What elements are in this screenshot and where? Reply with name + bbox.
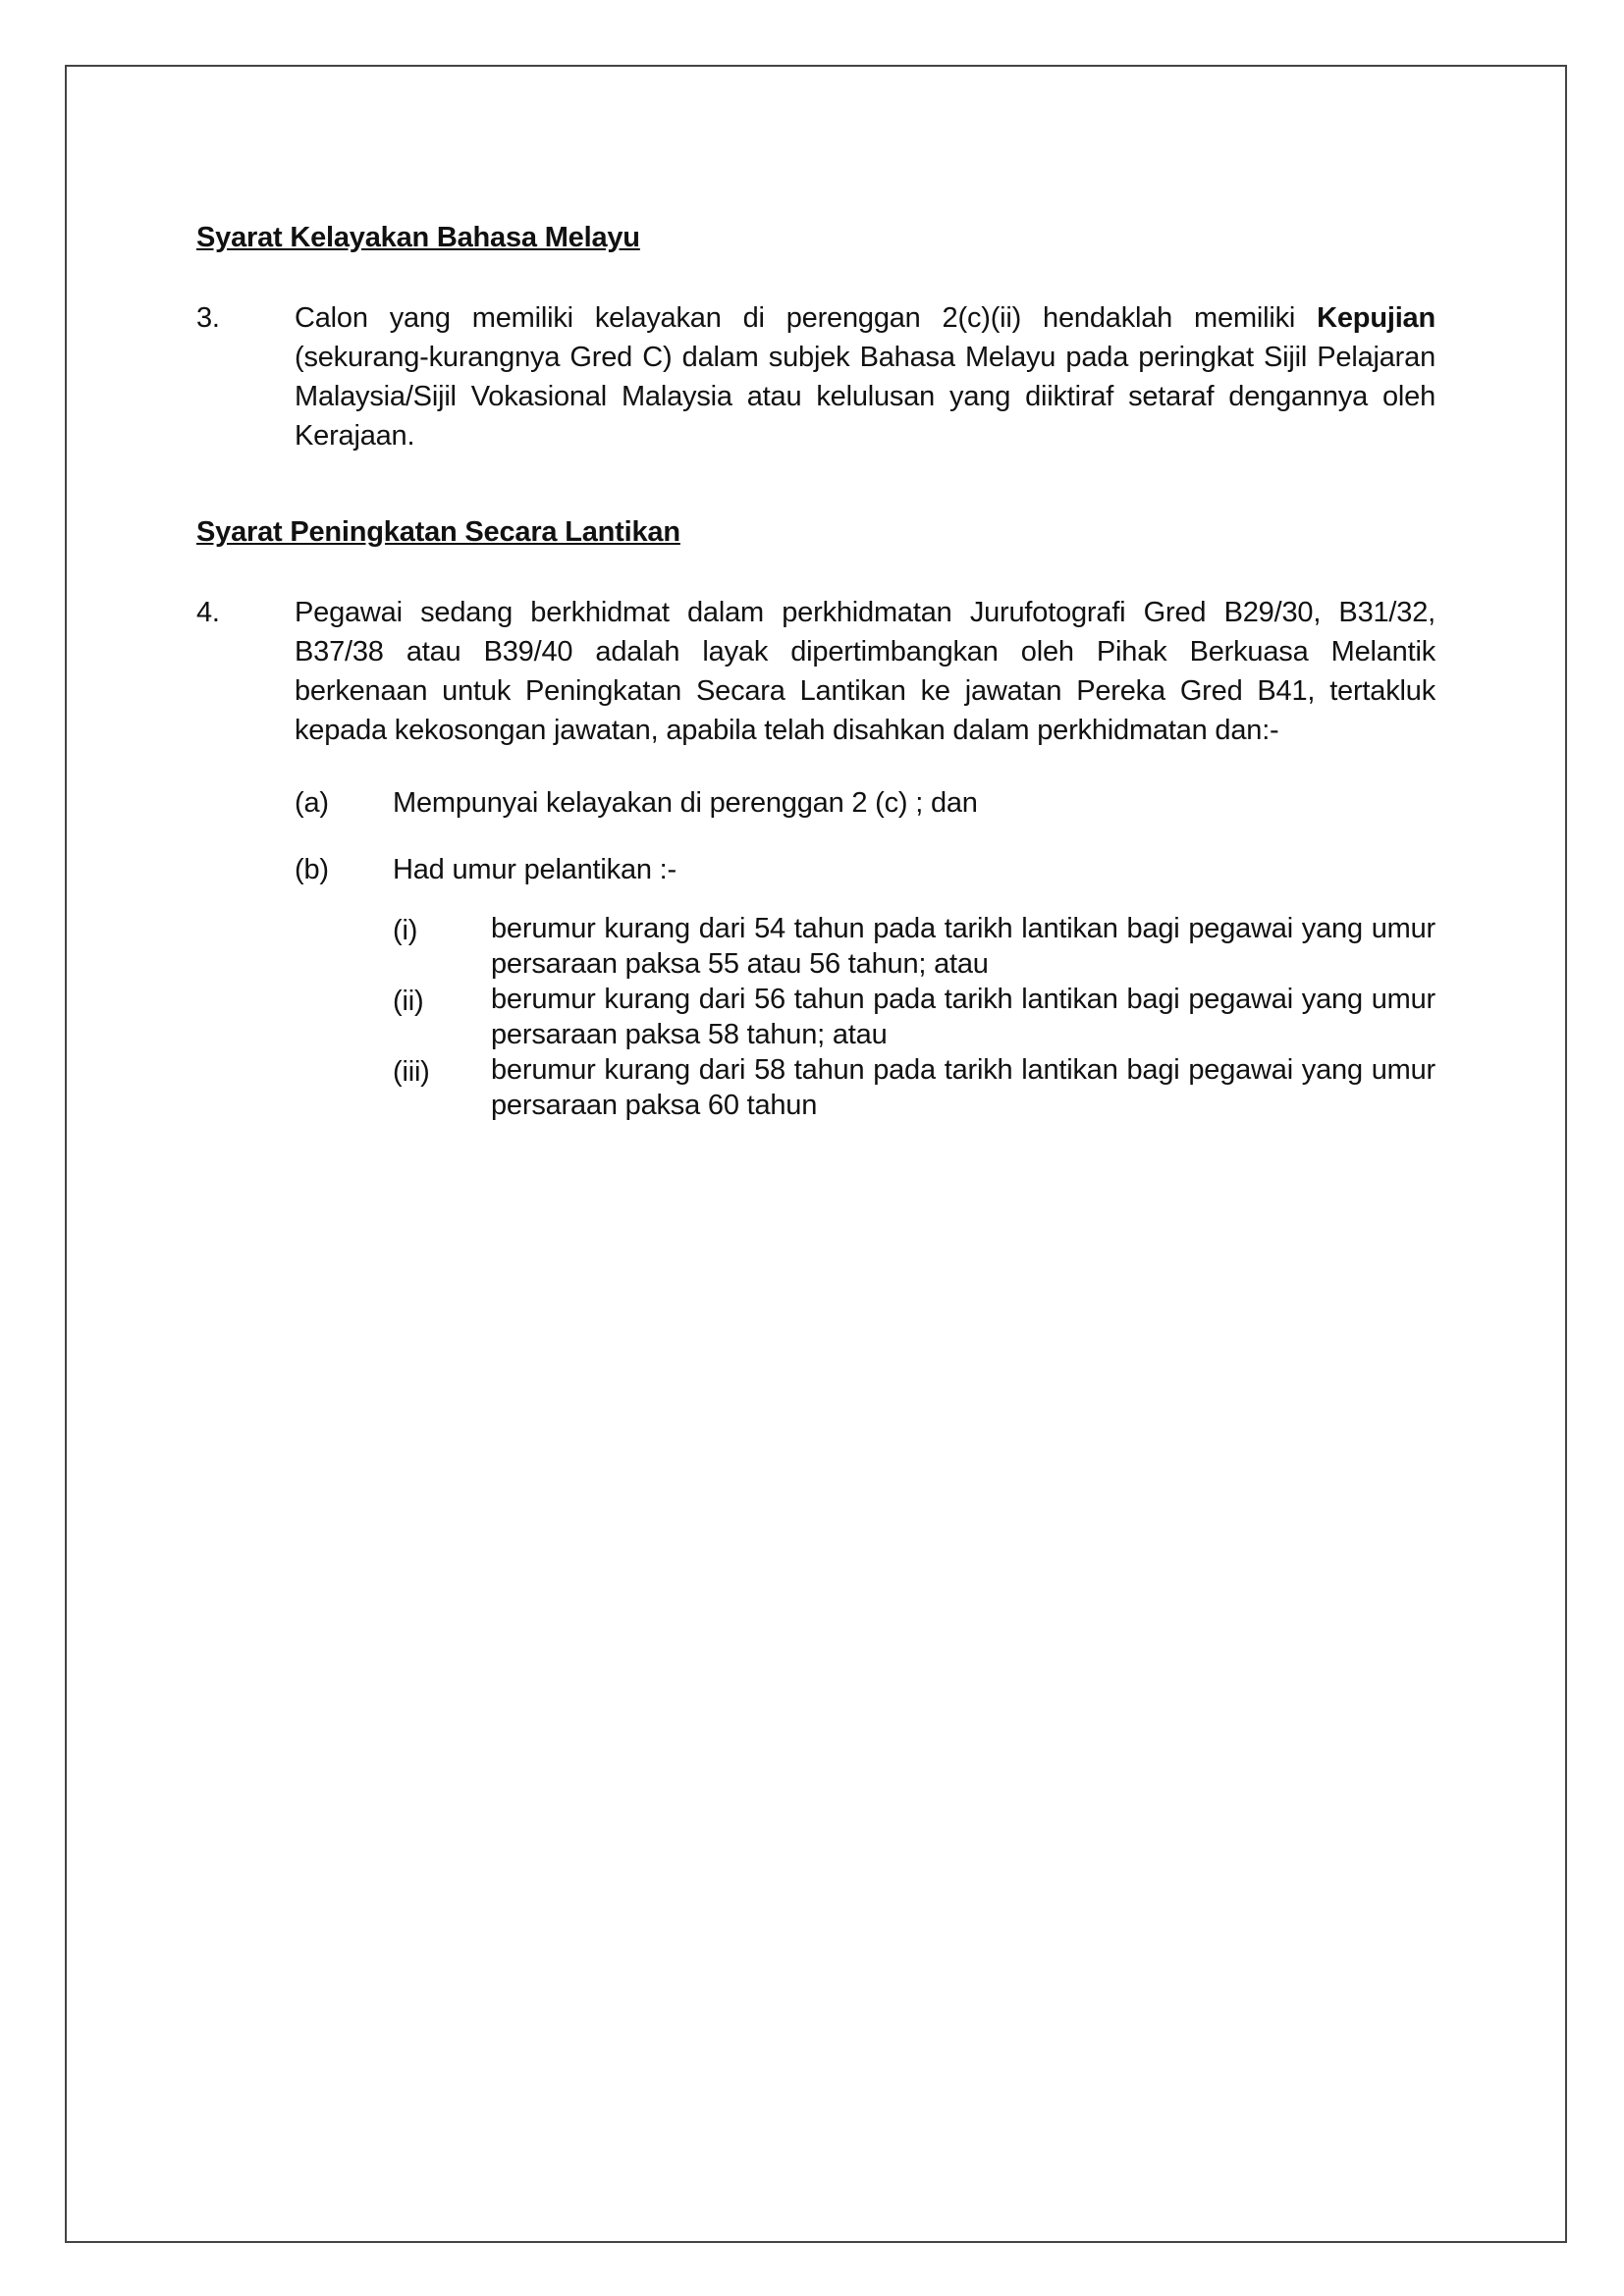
list-item-text: Had umur pelantikan :- — [393, 854, 677, 885]
paragraph-4 — [196, 593, 1435, 750]
paragraph-text-part: Calon yang memiliki kelayakan di perenggan 2(c)(ii) hendaklah memiliki — [295, 302, 1318, 334]
list-subitem-i — [393, 911, 1435, 982]
list-subitem-text: berumur kurang dari 54 tahun pada tarikh lantikan bagi pegawai yang umur persaraan paksa 55 atau 56 tahun; atau — [491, 913, 1435, 980]
paragraph-3 — [196, 298, 1435, 455]
bold-term-kepujian: Kepujian — [1317, 302, 1435, 334]
section-heading-peningkatan: Syarat Peningkatan Secara Lantikan — [196, 516, 680, 548]
paragraph-text-part: (sekurang-kurangnya Gred C) dalam subjek Bahasa Melayu pada peringkat Sijil Pelajaran Malaysia/Sijil Vokasional Malaysia atau kelulusan yang diiktiraf setaraf dengannya oleh Kerajaan. — [295, 342, 1435, 452]
list-subitem-label: (iii) — [393, 1056, 430, 1088]
list-subitem-text: berumur kurang dari 58 tahun pada tarikh lantikan bagi pegawai yang umur persaraan paksa 60 tahun — [491, 1054, 1435, 1121]
list-item-b — [295, 850, 1435, 889]
list-subitem-label: (i) — [393, 915, 418, 946]
list-subitem-text: berumur kurang dari 56 tahun pada tarikh lantikan bagi pegawai yang umur persaraan paksa 58 tahun; atau — [491, 984, 1435, 1050]
list-subitem-iii — [393, 1052, 1435, 1123]
paragraph-text — [295, 298, 1435, 455]
list-item-label: (b) — [295, 854, 329, 885]
list-subitem-ii — [393, 982, 1435, 1052]
list-subitem-label: (ii) — [393, 986, 424, 1017]
list-item-a — [295, 783, 1435, 823]
section-heading-bahasa-melayu: Syarat Kelayakan Bahasa Melayu — [196, 222, 640, 253]
list-item-text: Mempunyai kelayakan di perenggan 2 (c) ; dan — [393, 787, 978, 819]
paragraph-number: 3. — [196, 302, 220, 334]
document-body — [196, 218, 1435, 1123]
paragraph-text: Pegawai sedang berkhidmat dalam perkhidmatan Jurufotografi Gred B29/30, B31/32, B37/38 atau B39/40 adalah layak dipertimbangkan oleh Pihak Berkuasa Melantik berkenaan untuk Peningkatan Secara Lantikan ke jawatan Pereka Gred B41, tertakluk kepada kekosongan jawatan, apabila telah disahkan dalam perkhidmatan dan:- — [295, 597, 1435, 746]
list-item-label: (a) — [295, 787, 329, 819]
paragraph-number: 4. — [196, 597, 220, 628]
